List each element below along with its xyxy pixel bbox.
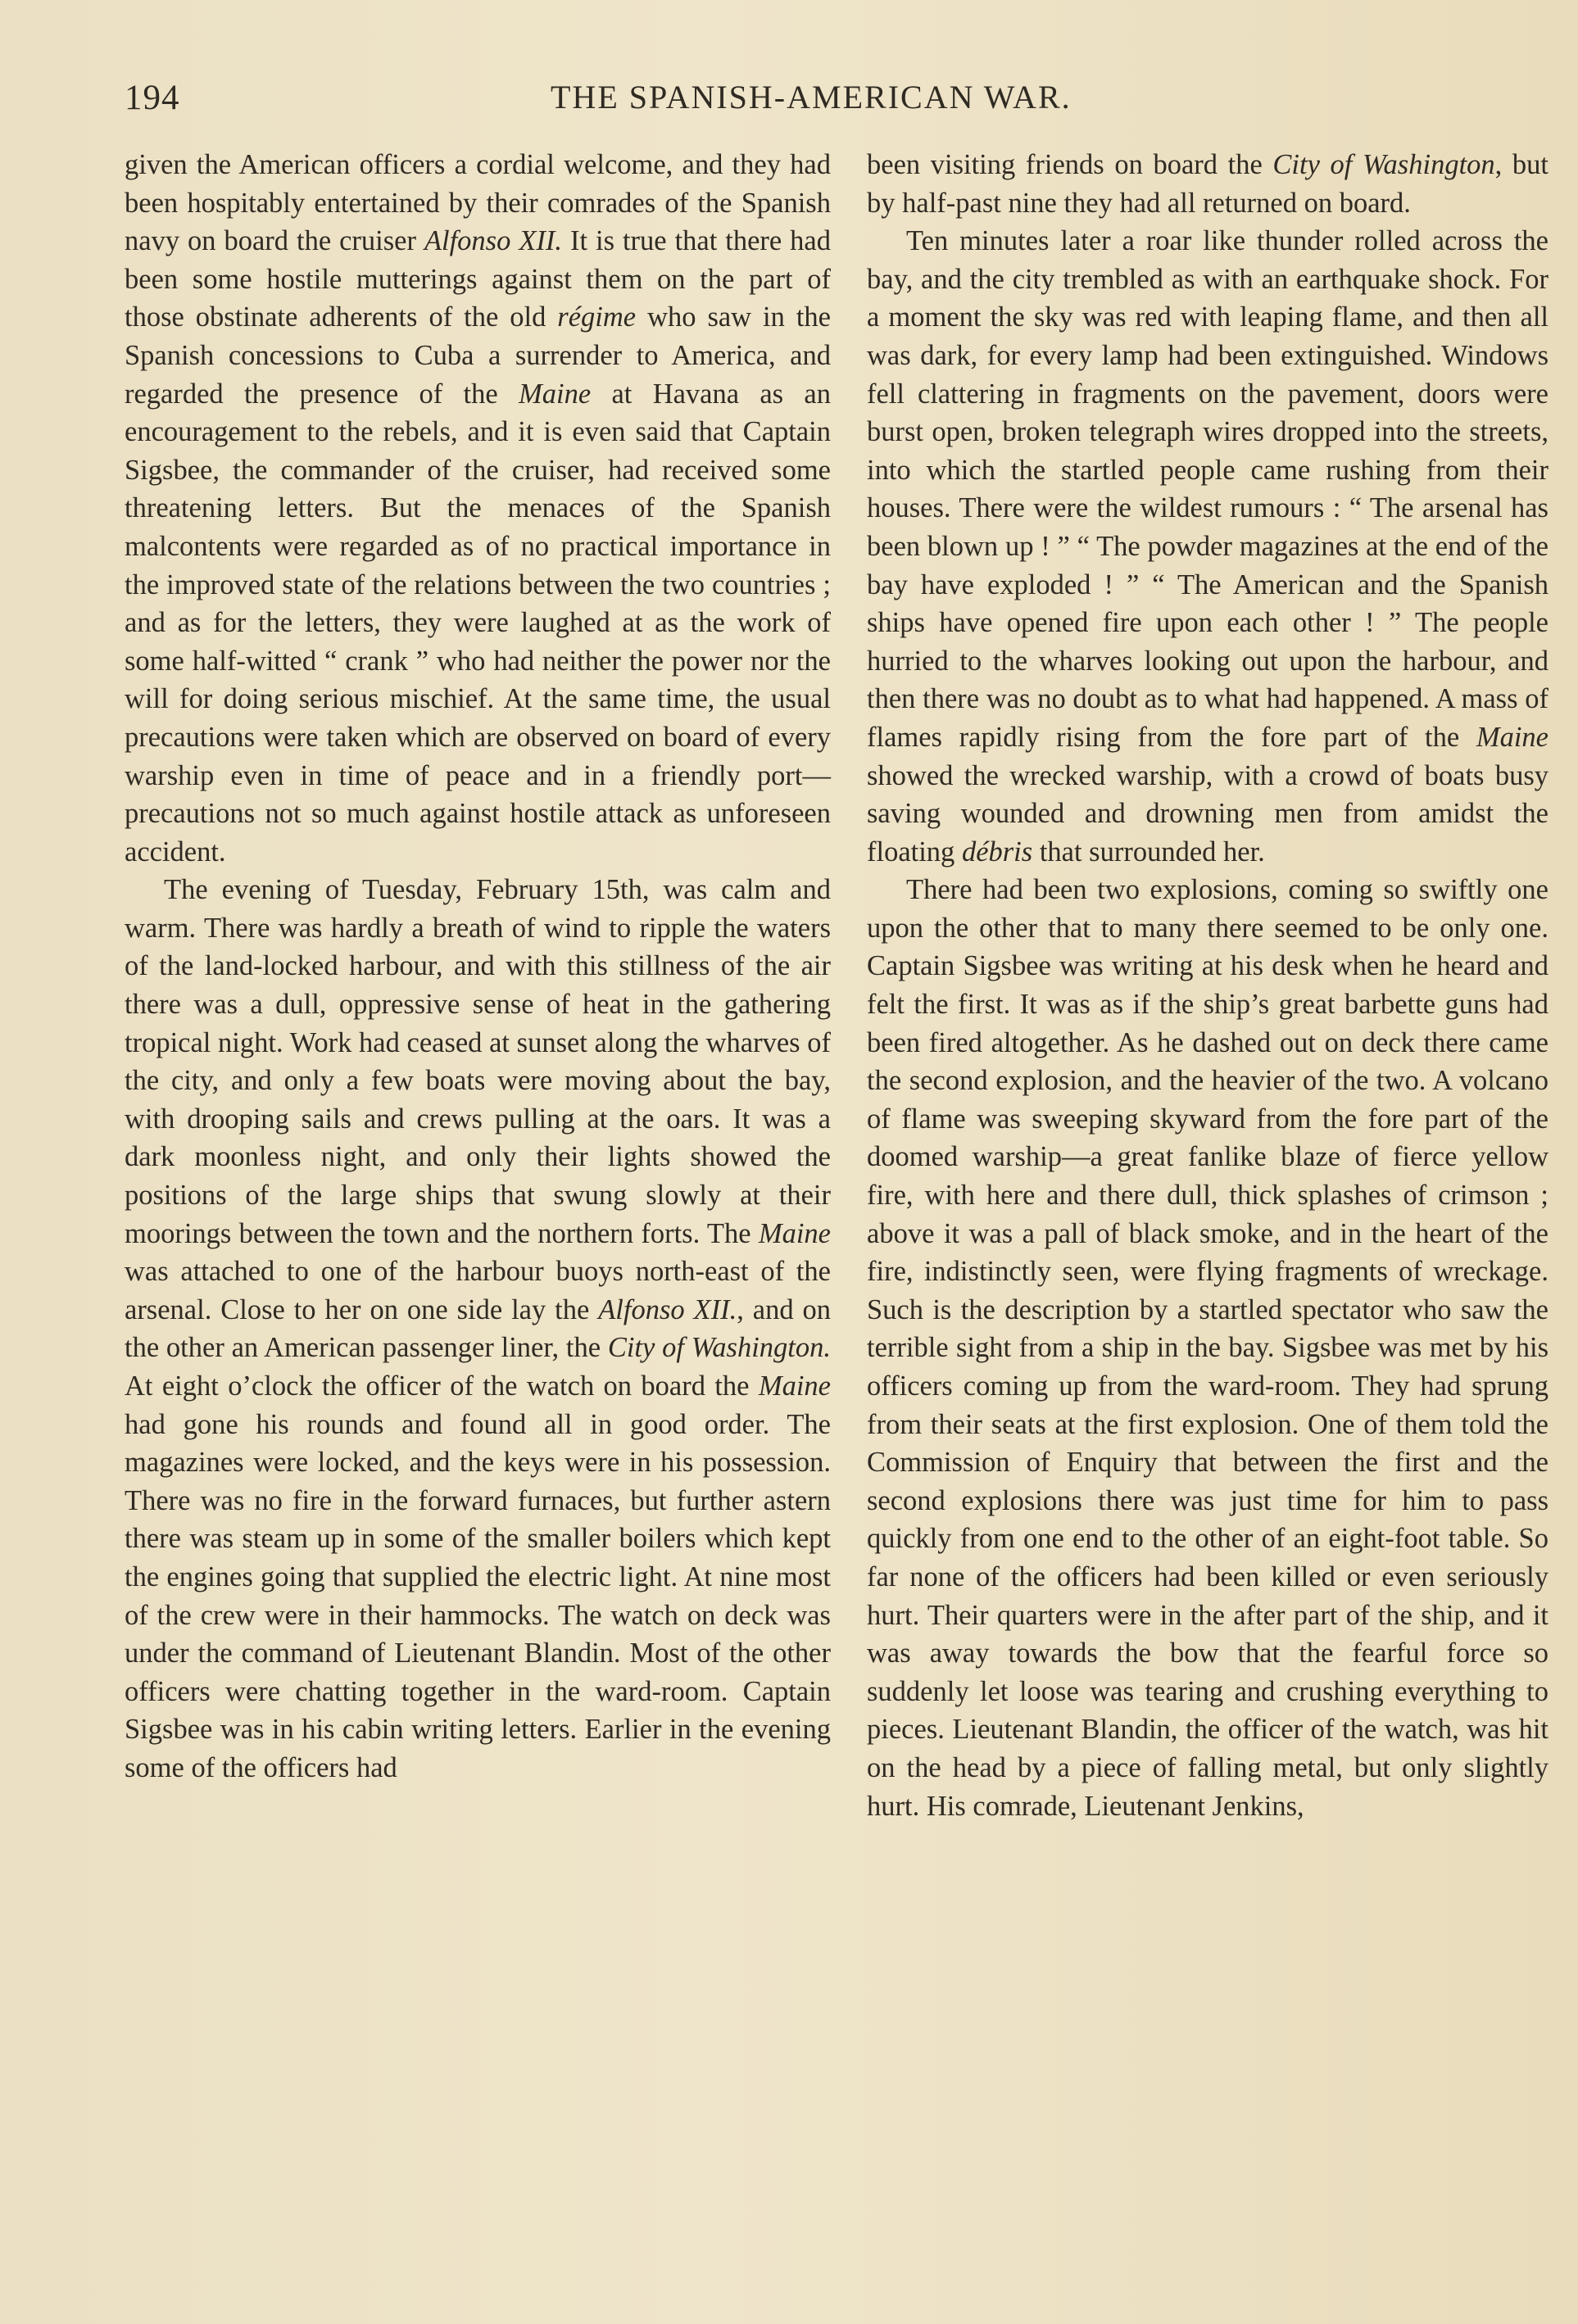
text-run: , and on the other an American passenger liner, the: [125, 1293, 831, 1364]
italic-text: City of Washington: [1272, 149, 1495, 180]
italic-text: Maine: [519, 378, 592, 410]
text-run: given the American officers a cordial welcome, and they had been hospitably entertained by their comrades of the Spanish navy on board the cruiser: [125, 149, 831, 257]
italic-text: Maine: [1476, 721, 1549, 753]
italic-text: Alfonso XII.: [424, 225, 562, 257]
page-header: [0, 78, 1578, 127]
text-run: who saw in the Spanish concessions to Cuba a surrender to America, and regarded the presence of the: [125, 301, 831, 410]
left-text-column: [125, 146, 831, 1787]
paragraph: [867, 222, 1549, 871]
text-run: at Havana as an encouragement to the rebels, and it is even said that Captain Sigsbee, the commander of the cruiser, had received some threatening letters. But the menaces of the Spanish malcontents were regarded as of no practical importance in the improved state of the relations between the two countries ; and as for the letters, they were laughed at as the work of some half-witted “ crank ” who had neither the power nor the will for doing serious mischief. At the same time, the usual precautions were taken which are observed on board of every warship even in time of peace and in a friendly port—precautions not so much against hostile attack as unforeseen accident.: [125, 378, 831, 868]
text-run: showed the wrecked warship, with a crowd of boats busy saving wounded and drowning men from amidst the floating: [867, 759, 1549, 868]
running-head: THE SPANISH-AMERICAN WAR.: [551, 79, 1072, 116]
text-run: Ten minutes later a roar like thunder rolled across the bay, and the city trembled as with an earthquake shock. For a moment the sky was red with leaping flame, and then all was dark, for every lamp had been extinguished. Windows fell clattering in fragments on the pavement, doors were burst open, broken telegraph wires dropped into the streets, into which the startled people came rushing from their houses. There were the wildest rumours : “ The arsenal has been blown up ! ” “ The powder magazines at the end of the bay have exploded ! ” “ The American and the Spanish ships have opened fire upon each other ! ” The people hurried to the wharves looking out upon the harbour, and then there was no doubt as to what had happened. A mass of flames rapidly rising from the fore part of the: [867, 225, 1549, 753]
paragraph: [125, 871, 831, 1787]
paragraph: [867, 871, 1549, 1825]
text-run: It is true that there had been some hostile mutterings against them on the part of those obstinate adherents of the old: [125, 225, 831, 333]
right-text-column: [867, 146, 1549, 1825]
italic-text: Maine: [758, 1217, 831, 1249]
italic-text: Alfonso XII.: [598, 1293, 737, 1325]
page-number: 194: [125, 79, 180, 117]
text-run: had gone his rounds and found all in good order. The magazines were locked, and the keys were in his possession. There was no fire in the forward furnaces, but further astern there was steam up in some of the smaller boilers which kept the engines going that supplied the electric light. At nine most of the crew were in their hammocks. The watch on deck was under the command of Lieutenant Blandin. Most of the other officers were chatting together in the ward-room. Captain Sigsbee was in his cabin writing letters. Earlier in the evening some of the officers had: [125, 1408, 831, 1783]
italic-text: débris: [961, 836, 1033, 868]
italic-text: City of Washington.: [607, 1332, 831, 1364]
text-run: The evening of Tuesday, February 15th, was calm and warm. There was hardly a breath of wind to ripple the waters of the land-locked harbour, and with this stillness of the air there was a dull, oppressive sense of heat in the gathering tropical night. Work had ceased at sunset along the wharves of the city, and only a few boats were moving about the bay, with drooping sails and crews pulling at the oars. It was a dark moonless night, and only their lights showed the positions of the large ships that swung slowly at their moorings between the town and the northern forts. The: [125, 874, 831, 1249]
text-run: that surrounded her.: [1032, 836, 1265, 868]
italic-text: Maine: [758, 1370, 831, 1402]
text-run: , but by half-past nine they had all returned on board.: [867, 149, 1549, 219]
text-run: There had been two explosions, coming so swiftly one upon the other that to many there seemed to be only one. Captain Sigsbee was writing at his desk when he heard and felt the first. It was as if the ship’s great barbette guns had been fired altogether. As he dashed out on deck there came the second explosion, and the heavier of the two. A volcano of flame was sweeping skyward from the fore part of the doomed warship—a great fanlike blaze of fierce yellow fire, with here and there dull, thick splashes of crimson ; above it was a pall of black smoke, and in the heart of the fire, indistinctly seen, were flying fragments of wreckage. Such is the description by a startled spectator who saw the terrible sight from a ship in the bay. Sigsbee was met by his officers coming up from the ward-room. They had sprung from their seats at the first explosion. One of them told the Commission of Enquiry that between the first and the second explosions there was just time for him to pass quickly from one end to the other of an eight-foot table. So far none of the officers had been killed or even seriously hurt. Their quarters were in the after part of the ship, and it was away towards the bow that the fearful force so suddenly let loose was tearing and crushing everything to pieces. Lieutenant Blandin, the officer of the watch, was hit on the head by a piece of falling metal, but only slightly hurt. His comrade, Lieutenant Jenkins,: [867, 874, 1549, 1822]
text-run: been visiting friends on board the: [867, 149, 1273, 180]
continued-paragraph: [867, 146, 1549, 222]
continued-paragraph: [125, 146, 831, 871]
text-run: At eight o’clock the officer of the watch on board the: [125, 1370, 759, 1402]
text-run: was attached to one of the harbour buoys north-east of the arsenal. Close to her on one side lay the: [125, 1256, 831, 1325]
italic-text: régime: [557, 301, 637, 333]
